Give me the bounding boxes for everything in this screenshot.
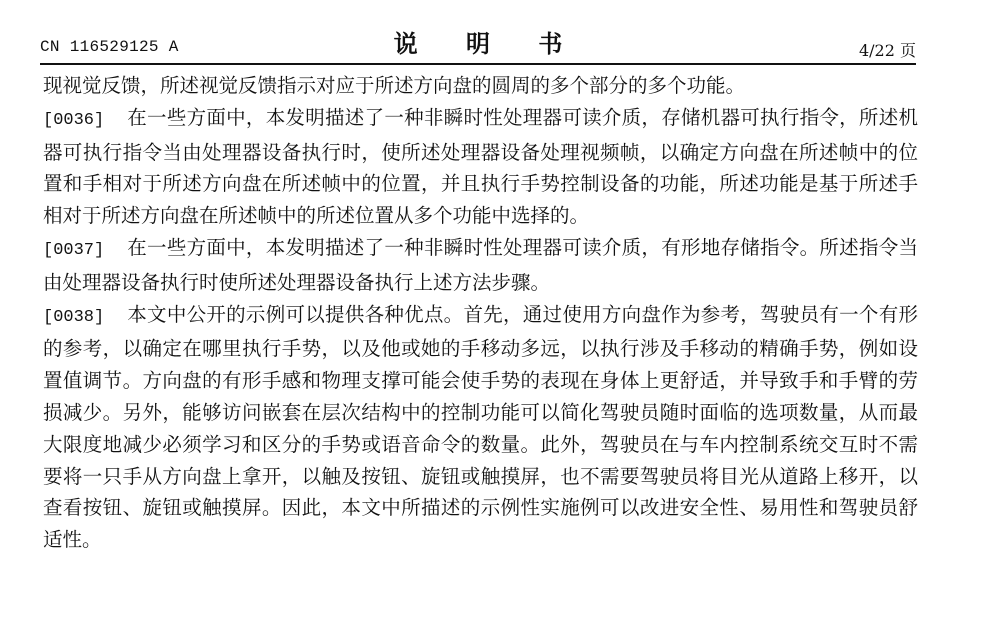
paragraph-number: [0038] [43, 307, 105, 327]
paragraph-number: [0036] [43, 110, 105, 130]
header-rule [40, 63, 916, 65]
paragraph-number: [0037] [43, 240, 105, 260]
paragraph-text: 在一些方面中，本发明描述了一种非瞬时性处理器可读介质，存储机器可执行指令，所述机器可执行指令当由处理器设备执行时，使所述处理器设备处理视频帧，以确定方向盘在所述帧中的位置和手相对于所述方向盘在所述帧中的位置，并且执行手势控制设备的功能，所述功能是基于所述手相对于所述方向盘在所述帧中的所述位置从多个功能中选择的。 [43, 105, 918, 228]
paragraph-text: 现视觉反馈，所述视觉反馈指示对应于所述方向盘的圆周的多个部分的多个功能。 [43, 74, 746, 97]
publication-number: CN 116529125 A [40, 38, 179, 56]
page-number: 4/22 页 [858, 41, 916, 60]
paragraph-0037 [43, 232, 918, 299]
paragraph-text: 在一些方面中，本发明描述了一种非瞬时性处理器可读介质，有形地存储指令。所述指令当由处理器设备执行时使所述处理器设备执行上述方法步骤。 [43, 235, 918, 294]
page-header [40, 22, 916, 62]
paragraph-continuation [43, 70, 918, 102]
paragraph-0038 [43, 299, 918, 556]
document-body [43, 70, 918, 556]
document-title: 说 明 书 [393, 30, 583, 58]
paragraph-text: 本文中公开的示例可以提供各种优点。首先，通过使用方向盘作为参考，驾驶员有一个有形的参考，以确定在哪里执行手势，以及他或她的手移动多远，以执行涉及手移动的精确手势，例如设置值调节。方向盘的有形手感和物理支撑可能会使手势的表现在身体上更舒适，并导致手和手臂的劳损减少。另外，能够访问嵌套在层次结构中的控制功能可以简化驾驶员随时面临的选项数量，从而最大限度地减少必须学习和区分的手势或语音命令的数量。此外，驾驶员在与车内控制系统交互时不需要将一只手从方向盘上拿开，以触及按钮、旋钮或触摸屏，也不需要驾驶员将目光从道路上移开，以查看按钮、旋钮或触摸屏。因此，本文中所描述的示例性实施例可以改进安全性、易用性和驾驶员舒适性。 [43, 302, 918, 552]
paragraph-0036 [43, 102, 918, 232]
